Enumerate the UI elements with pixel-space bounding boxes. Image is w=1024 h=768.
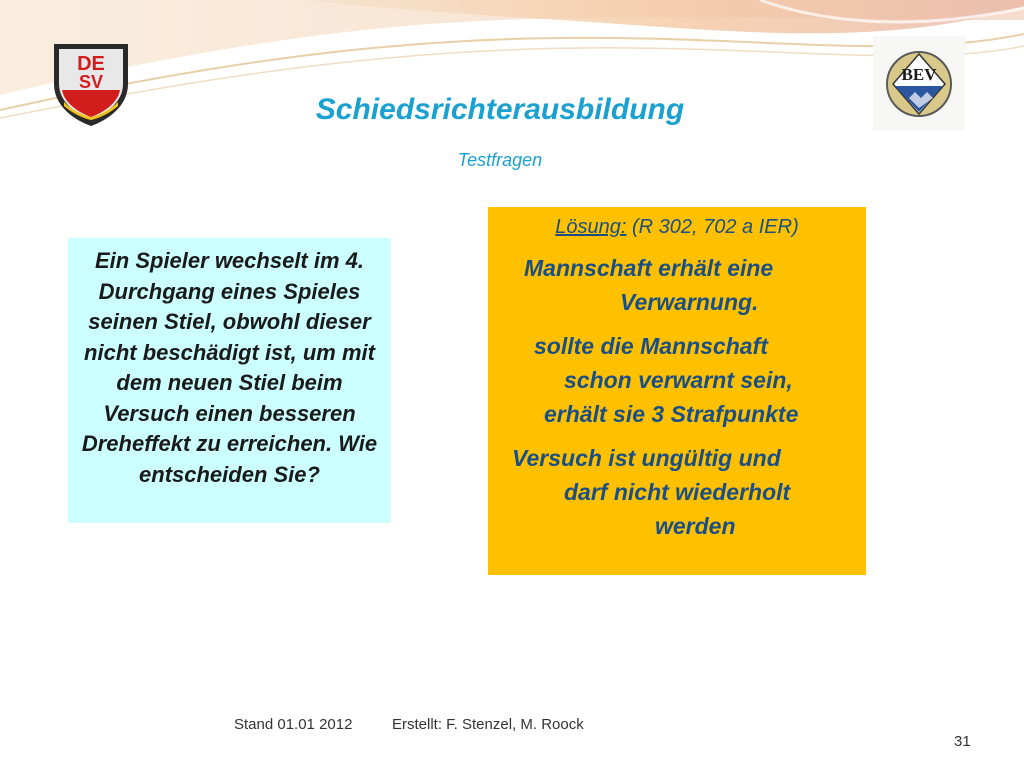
answer-p1-line2: Verwarnung. (620, 289, 759, 315)
question-text: Ein Spieler wechselt im 4. Durchgang eines Spieles seinen Stiel, obwohl dieser nicht beschädigt ist, um mit dem neuen Stiel beim Versuch einen besseren Dreheffekt zu erreichen. Wie entscheiden Sie? (81, 248, 378, 487)
answer-p2-line1: sollte die Mannschaft (534, 333, 768, 359)
answer-p3-line2: darf nicht wiederholt (564, 479, 791, 505)
answer-p2-line3: erhält sie 3 Strafpunkte (544, 401, 799, 427)
page-number: 31 (954, 733, 971, 750)
slide-title: Schiedsrichterausbildung (315, 93, 685, 126)
footer-author: Erstellt: F. Stenzel, M. Roock (392, 716, 584, 733)
question-box (68, 238, 391, 523)
answer-p1-line1: Mannschaft erhält eine (524, 255, 774, 281)
svg-text:SV: SV (78, 72, 104, 92)
solution-label: Lösung: (555, 216, 627, 238)
answer-paragraph-3 (488, 441, 866, 543)
solution-heading (488, 213, 866, 241)
answer-paragraph-1 (488, 251, 866, 319)
answer-p3-line1: Versuch ist ungültig und (512, 445, 781, 471)
slide-subtitle: Testfragen (457, 150, 543, 170)
svg-text:BEV: BEV (901, 65, 937, 84)
answer-p3-line3: werden (655, 513, 736, 539)
footer-date: Stand 01.01 2012 (234, 716, 353, 733)
answer-box (488, 207, 866, 575)
answer-paragraph-2 (488, 329, 866, 431)
answer-p2-line2: schon verwarnt sein, (564, 367, 793, 393)
svg-text:DE: DE (77, 53, 105, 75)
solution-reference: (R 302, 702 a IER) (631, 216, 799, 238)
